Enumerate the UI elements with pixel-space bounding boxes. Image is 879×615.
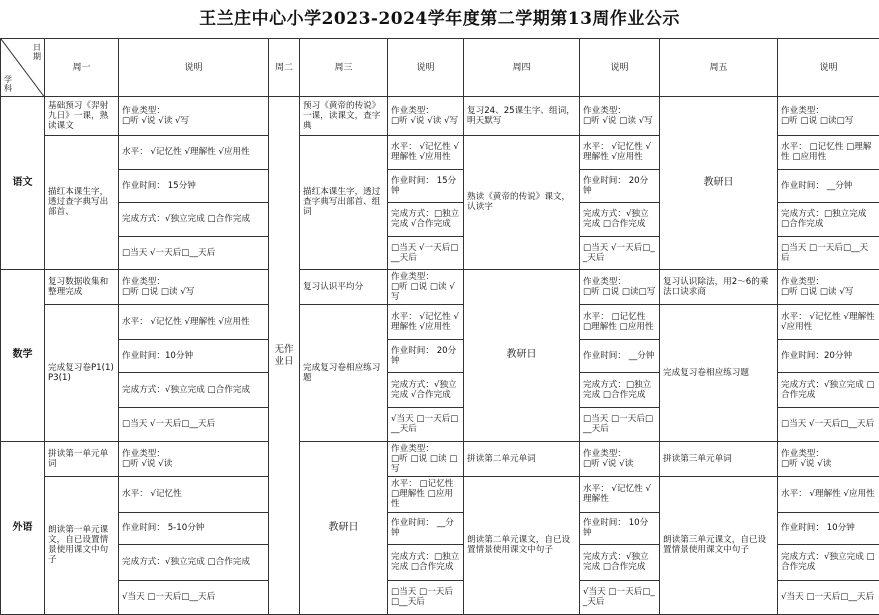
- note-cell: 水平： √记忆性 √理解性 √应用性: [778, 304, 879, 339]
- note-cell: 完成方式：□独立完成 □合作完成: [388, 544, 464, 580]
- note-cell: 作业时间： 15分钟: [388, 169, 464, 202]
- note-cell: 作业时间： 10分钟: [580, 512, 660, 544]
- note-cell: 水平： √记忆性 √理解性 √应用性: [388, 304, 464, 339]
- note-cell: 作业类型： □听 √说 □读 √写: [580, 97, 660, 135]
- note-cell: 水平： √记忆性 √理解性 √应用性: [580, 135, 660, 169]
- header-day-wed: 周三: [300, 39, 388, 97]
- header-note: 说明: [119, 39, 269, 97]
- note-cell: 水平： √记忆性 √理解性 √应用性: [119, 304, 269, 339]
- task-cell: 拼读第一单元单词: [45, 441, 119, 476]
- note-cell: √当天 □一天后□__天后: [580, 580, 660, 614]
- task-cell: 描红本课生字，透过查字典写出部首、: [45, 135, 119, 269]
- note-cell: 作业时间： __分钟: [388, 512, 464, 544]
- note-cell: √当天 □一天后□__天后: [388, 407, 464, 441]
- task-cell: 描红本课生字，透过查字典写出部首、组词: [300, 135, 388, 269]
- note-cell: 作业时间： __分钟: [778, 169, 879, 202]
- note-cell: □当天 √一天后□__天后: [778, 407, 879, 441]
- note-cell: 完成方式：√独立完成 □合作完成: [778, 372, 879, 407]
- note-cell: 作业时间：10分钟: [119, 339, 269, 372]
- task-cell: 完成复习卷相应练习题: [300, 304, 388, 441]
- note-cell: 作业时间： __分钟: [580, 339, 660, 372]
- table-row: [1, 304, 879, 339]
- task-cell: 预习《黄帝的传说》一课，读课文，查字典: [300, 97, 388, 135]
- table-row: [1, 476, 879, 512]
- note-cell: 作业类型： □听 □说 □读□写: [778, 97, 879, 135]
- note-cell: 完成方式：√独立完成 □合作完成: [580, 202, 660, 236]
- no-homework-day: 无作 业日: [269, 97, 300, 615]
- table-row: [1, 441, 879, 476]
- note-cell: 作业类型： □听 □说 □读 √写: [778, 269, 879, 304]
- note-cell: □当天 □一天后□__天后: [388, 580, 464, 614]
- note-cell: 作业类型： □听 √说 √读: [580, 441, 660, 476]
- research-day-cell: 教研日: [660, 97, 778, 269]
- note-cell: 完成方式：√独立完成 □合作完成: [580, 544, 660, 580]
- note-cell: □当天 √一天后□__天后: [580, 236, 660, 269]
- subject-name: 外语: [1, 441, 45, 614]
- note-cell: 作业类型： □听 √说 √读: [778, 441, 879, 476]
- note-cell: 水平： √记忆性: [119, 476, 269, 512]
- note-cell: 水平： √理解性 √应用性: [778, 476, 879, 512]
- note-cell: 作业类型： □听 □说 □读□写: [580, 269, 660, 304]
- note-cell: □当天 √一天后□__天后: [388, 236, 464, 269]
- note-cell: 作业类型： □听 √说 √读: [119, 441, 269, 476]
- note-cell: 完成方式：√独立完成 □合作完成: [119, 372, 269, 407]
- task-cell: 完成复习卷P1(1)P3(1): [45, 304, 119, 441]
- note-cell: 作业时间： 10分钟: [778, 512, 879, 544]
- task-cell: 复习认识平均分: [300, 269, 388, 304]
- note-cell: 作业时间：20分钟: [778, 339, 879, 372]
- note-cell: 作业类型： □听 √说 √读 √写: [119, 97, 269, 135]
- task-cell: 朗读第二单元课文，自已设置情景使用课文中句子: [464, 476, 580, 614]
- subject-name: 语文: [1, 97, 45, 269]
- task-cell: 完成复习卷相应练习题: [660, 304, 778, 441]
- note-cell: 水平： □记忆性 □理解性 □应用性: [778, 135, 879, 169]
- note-cell: 水平： □记忆性 □理解性 □应用性: [580, 304, 660, 339]
- task-cell: 朗读第三单元课文，自已设置情景使用课文中句子: [660, 476, 778, 614]
- header-row: [1, 39, 879, 97]
- note-cell: 完成方式：□独立完成 □合作完成: [778, 202, 879, 236]
- corner-subject-label: 学 科: [4, 75, 12, 94]
- homework-table: [0, 38, 879, 615]
- task-cell: 熟读《黄帝的传说》课文，认读字: [464, 135, 580, 269]
- task-cell: 复习数据收集和整理完成: [45, 269, 119, 304]
- note-cell: 作业类型： □听 □说 □读 √写: [119, 269, 269, 304]
- note-cell: 水平： √记忆性 √理解性 √应用性: [388, 135, 464, 169]
- note-cell: 作业时间： 15分钟: [119, 169, 269, 202]
- task-cell: 朗读第一单元课文，自已设置情景使用课文中句子: [45, 476, 119, 614]
- note-cell: 作业类型： □听 □说 □读 □写: [388, 441, 464, 476]
- note-cell: 完成方式：□独立完成 □合作完成: [580, 372, 660, 407]
- table-row: [1, 97, 879, 135]
- note-cell: √当天 □一天后□__天后: [778, 580, 879, 614]
- note-cell: □当天 □一天后□__天后: [778, 236, 879, 269]
- page-title: 王兰庄中心小学2023-2024学年度第二学期第13周作业公示: [199, 9, 680, 29]
- header-note: 说明: [388, 39, 464, 97]
- note-cell: 作业时间： 20分钟: [388, 339, 464, 372]
- note-cell: □当天 □一天后□__天后: [580, 407, 660, 441]
- header-day-thu: 周四: [464, 39, 580, 97]
- note-cell: √当天 □一天后□__天后: [119, 580, 269, 614]
- note-cell: 水平： √记忆性 √理解性: [580, 476, 660, 512]
- task-cell: 拼读第三单元单词: [660, 441, 778, 476]
- task-cell: 拼读第二单元单词: [464, 441, 580, 476]
- note-cell: 完成方式：□独立完成 √合作完成: [388, 202, 464, 236]
- note-cell: 作业类型： □听 □说 □读 √写: [388, 269, 464, 304]
- table-row: [1, 269, 879, 304]
- corner-date-label: 日 期: [33, 43, 41, 61]
- research-day-cell: 教研日: [464, 269, 580, 441]
- note-cell: 完成方式：√独立完成 □合作完成: [119, 202, 269, 236]
- task-cell: 基础预习《羿射九日》一课，熟读课文: [45, 97, 119, 135]
- header-day-fri: 周五: [660, 39, 778, 97]
- task-cell: 复习24、25课生字、组词，明天默写: [464, 97, 580, 135]
- subject-name: 数学: [1, 269, 45, 441]
- note-cell: 作业时间： 5-10分钟: [119, 512, 269, 544]
- corner-cell: [1, 39, 45, 97]
- note-cell: 完成方式：√独立完成 □合作完成: [778, 544, 879, 580]
- header-day-tue: 周二: [269, 39, 300, 97]
- note-cell: □当天 √一天后□__天后: [119, 407, 269, 441]
- header-note: 说明: [580, 39, 660, 97]
- note-cell: 水平： □记忆性 □理解性 □应用性: [388, 476, 464, 512]
- header-note: 说明: [778, 39, 879, 97]
- note-cell: □当天 √一天后□__天后: [119, 236, 269, 269]
- note-cell: 作业时间： 20分钟: [580, 169, 660, 202]
- research-day-cell: 教研日: [300, 441, 388, 614]
- note-cell: 完成方式：√独立完成 □合作完成: [119, 544, 269, 580]
- task-cell: 复习认识除法，用2～6的乘法口诀求商: [660, 269, 778, 304]
- note-cell: 水平： √记忆性 √理解性 √应用性: [119, 135, 269, 169]
- note-cell: 作业类型： □听 √说 √读 √写: [388, 97, 464, 135]
- header-day-mon: 周一: [45, 39, 119, 97]
- note-cell: 完成方式：√独立完成 √合作完成: [388, 372, 464, 407]
